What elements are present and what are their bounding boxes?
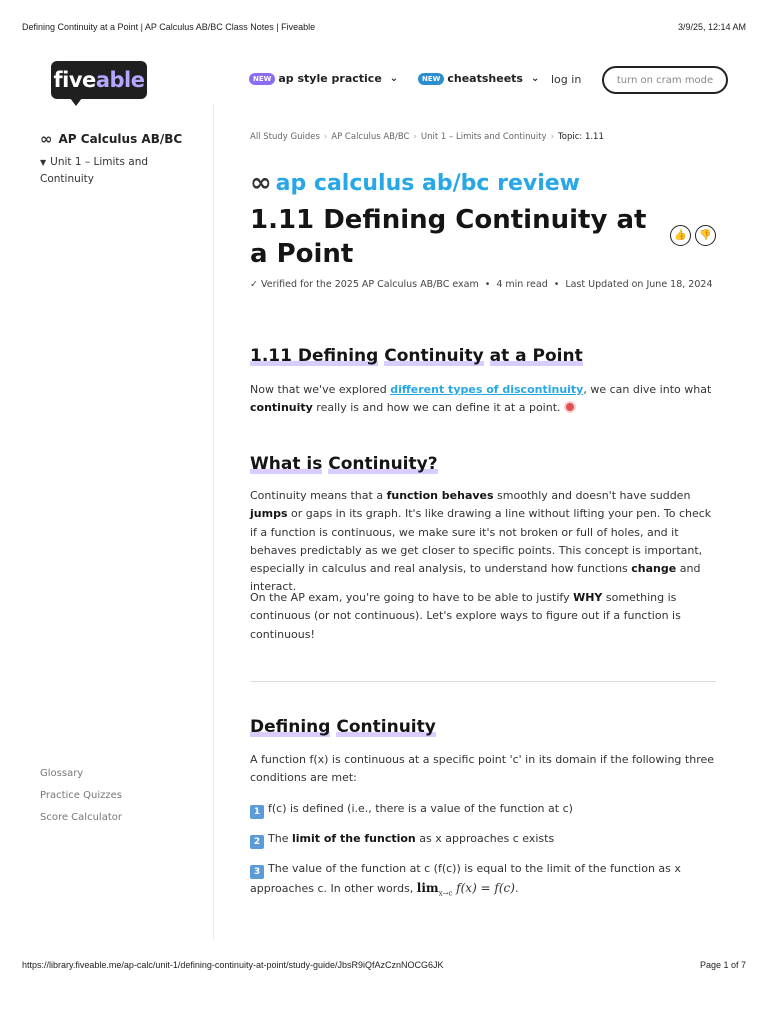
print-footer	[22, 960, 746, 970]
cheatsheets-label: cheatsheets	[447, 72, 523, 85]
separator-dot: •	[553, 279, 560, 290]
keycap-three-icon: 3	[250, 865, 264, 879]
ap-style-practice-menu[interactable]	[249, 72, 398, 85]
limit-formula: $\lim_{x\to c} f(x) = f(c)$	[416, 881, 515, 898]
sidebar-link-glossary[interactable]: Glossary	[40, 768, 84, 779]
infinity-icon: ∞	[40, 130, 53, 148]
thumbs-down-icon[interactable]: 👎	[695, 225, 716, 246]
condition-3: 3 The value of the function at c (f(c)) is equal to the limit of the function as x approaches c. In other words, $\lim_{x\to c} f(x) = f(c)$.	[250, 862, 681, 898]
condition-2: 2 The limit of the function as x approaches c exists	[250, 830, 720, 849]
separator-dot: •	[484, 279, 491, 290]
breadcrumb-item[interactable]: AP Calculus AB/BC	[331, 132, 410, 142]
article-meta	[250, 279, 713, 290]
top-navigation	[0, 60, 768, 102]
sidebar-course-title[interactable]: ∞ AP Calculus AB/BC	[40, 130, 183, 148]
breadcrumb-current: Topic: 1.11	[558, 132, 604, 142]
breadcrumb-item[interactable]: All Study Guides	[250, 132, 320, 142]
last-updated: Last Updated on June 18, 2024	[565, 279, 713, 290]
chevron-right-icon: ›	[323, 132, 328, 142]
logo-tail	[70, 98, 82, 106]
conditions-intro: A function f(x) is continuous at a specific point 'c' in its domain if the following three conditions are met:	[250, 753, 715, 785]
keycap-two-icon: 2	[250, 835, 264, 849]
breadcrumb-item[interactable]: Unit 1 – Limits and Continuity	[420, 132, 547, 142]
condition-1: 1 f(c) is defined (i.e., there is a value of the function at c)	[250, 800, 720, 819]
login-link[interactable]: log in	[551, 73, 582, 86]
sidebar-link-score-calculator[interactable]: Score Calculator	[40, 812, 122, 823]
chevron-down-icon: ⌄	[530, 73, 540, 84]
caret-down-icon: ▼	[40, 158, 47, 167]
chevron-right-icon: ›	[413, 132, 417, 142]
print-url: https://library.fiveable.me/ap-calc/unit-1/defining-continuity-at-point/study-guide/JbsR9iQfAzCznNOCG6JK	[22, 960, 444, 970]
section-heading-defining-continuity: Defining Continuity	[250, 717, 436, 737]
section-divider	[250, 681, 716, 682]
cheatsheets-menu[interactable]	[418, 72, 539, 85]
new-badge: NEW	[249, 73, 275, 85]
review-heading: ∞ ap calculus ab/bc review	[250, 168, 580, 198]
ap-exam-paragraph: On the AP exam, you're going to have to be able to justify WHY something is continuous (or not continuous). Let's explore ways to figure out if a function is continuous!	[250, 591, 681, 641]
sidebar-divider	[213, 104, 214, 940]
sidebar-link-practice-quizzes[interactable]: Practice Quizzes	[40, 790, 122, 801]
ap-style-practice-label: ap style practice	[278, 72, 382, 85]
thumbs-up-icon[interactable]: 👍	[670, 225, 691, 246]
breadcrumb	[250, 132, 720, 142]
infinity-icon: ∞	[250, 168, 272, 198]
intro-paragraph: Now that we've explored different types of discontinuity, we can dive into what continuity really is and how we can define it at a point.	[250, 383, 712, 415]
read-time: 4 min read	[496, 279, 548, 290]
chevron-down-icon: ⌄	[389, 73, 399, 84]
section-heading-continuity-at-point: 1.11 Defining Continuity at a Point	[250, 346, 583, 366]
cram-mode-button[interactable]: turn on cram mode	[602, 66, 728, 94]
sidebar-unit-item[interactable]: ▼ Unit 1 – Limits and Continuity	[40, 156, 149, 185]
target-emoji-icon	[564, 401, 576, 413]
print-title: Defining Continuity at a Point | AP Calculus AB/BC Class Notes | Fiveable	[22, 22, 316, 32]
print-datetime: 3/9/25, 12:14 AM	[677, 22, 746, 32]
feedback-buttons	[670, 225, 716, 246]
keycap-one-icon: 1	[250, 805, 264, 819]
chevron-right-icon: ›	[550, 132, 554, 142]
continuity-paragraph: Continuity means that a function behaves smoothly and doesn't have sudden jumps or gaps in its graph. It's like drawing a line without lifting your pen. To check if a function is continuous, we make sure it's not broken or full of holes, and it behaves predictably as we get closer to specific points. This concept is important, especially in calculus and real analysis, to understand how functions change and interact.	[250, 489, 712, 594]
discontinuity-link[interactable]: different types of discontinuity	[390, 383, 584, 396]
checkmark-icon: ✓	[250, 279, 258, 290]
print-header	[22, 22, 746, 32]
section-heading-what-is-continuity: What is Continuity?	[250, 454, 438, 474]
sidebar-links	[40, 763, 122, 829]
fiveable-logo[interactable]: five able	[51, 61, 147, 99]
verified-text: Verified for the 2025 AP Calculus AB/BC exam	[261, 279, 479, 290]
print-page-number: Page 1 of 7	[699, 960, 746, 970]
page-title: 1.11 Defining Continuity at a Point	[250, 205, 647, 269]
new-badge: NEW	[418, 73, 444, 85]
